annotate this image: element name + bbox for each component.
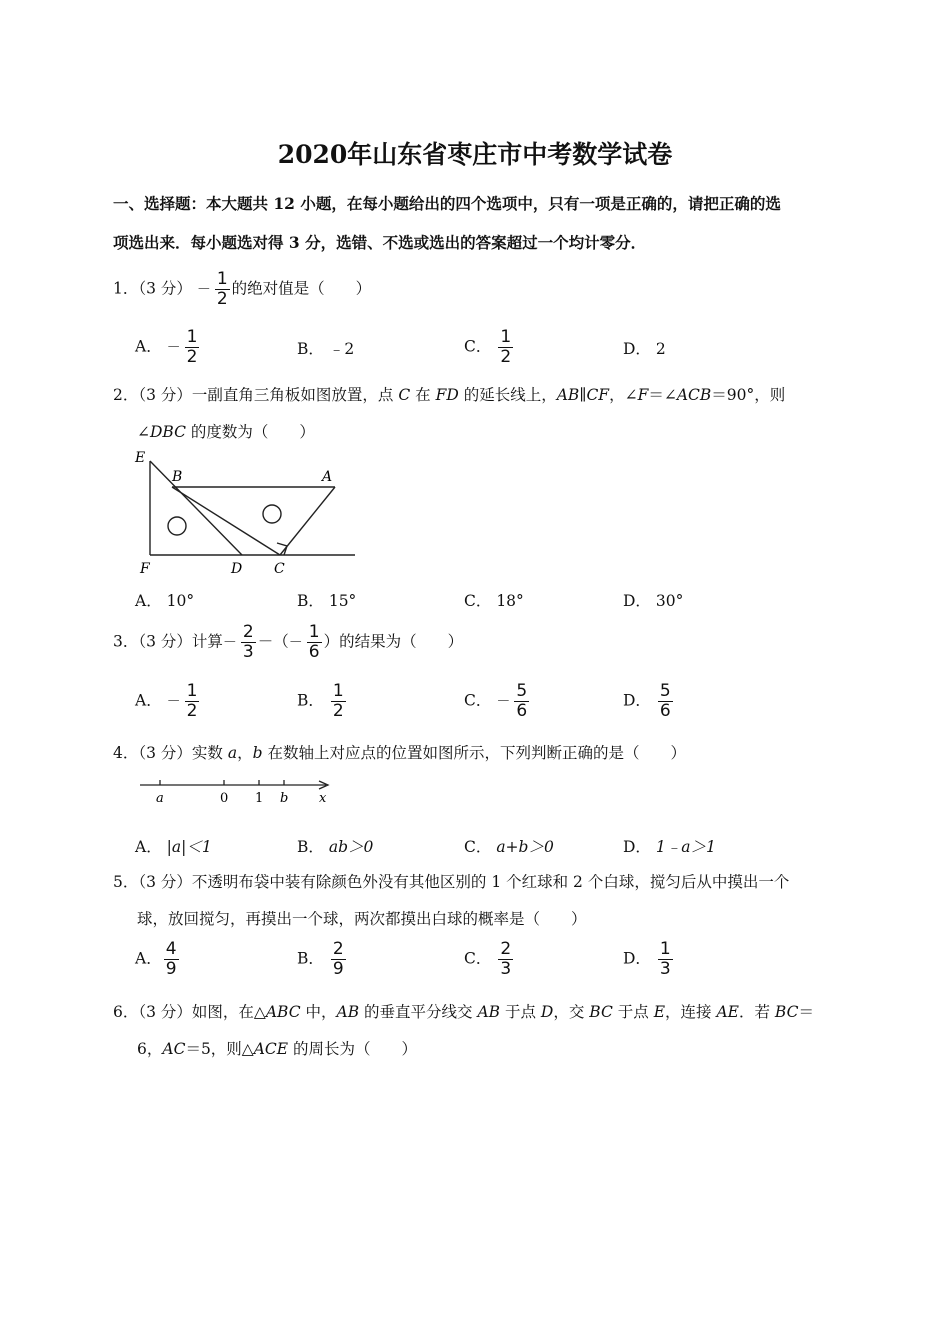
page-title: 2020年山东省枣庄市中考数学试卷 <box>277 140 673 169</box>
question-2-line1: 2．（3 分）一副直角三角板如图放置，点 C 在 FD 的延长线上，AB∥CF，∠F＝∠ACB＝90°，则 <box>113 386 786 404</box>
question-6-line1: 6．（3 分）如图，在△ABC 中，AB 的垂直平分线交 AB 于点 D，交 BC 于点 E，连接 AE．若 BC＝ <box>113 1003 814 1021</box>
fraction: $\frac{1}{2}$ <box>216 269 228 309</box>
q2-option-d[interactable]: D． 30° <box>623 592 684 610</box>
axis-label-x: x <box>319 791 327 806</box>
q1-option-a[interactable]: A． － $\frac{1}{2}$ <box>135 327 198 367</box>
question-5-line2: 球，放回搅匀，再摸出一个球，两次都摸出白球的概率是（ ） <box>137 910 587 928</box>
q4-option-b[interactable]: B． ab＞0 <box>297 838 374 856</box>
tick-label-b: b <box>280 791 289 806</box>
q4-option-a[interactable]: A． |a|＜1 <box>135 838 212 856</box>
q2-option-b[interactable]: B． 15° <box>297 592 357 610</box>
q1-option-c[interactable]: C． $\frac{1}{2}$ <box>464 327 512 367</box>
q3-option-c[interactable]: C． － $\frac{5}{6}$ <box>464 681 528 721</box>
q1-option-d[interactable]: D． 2 <box>623 340 666 358</box>
q2-option-a[interactable]: A． 10° <box>135 592 195 610</box>
q4-option-d[interactable]: D． 1﹣a＞1 <box>623 838 716 856</box>
q2-option-c[interactable]: C． 18° <box>464 592 524 610</box>
label-f: F <box>140 561 150 577</box>
q4-option-c[interactable]: C． a+b＞0 <box>464 838 554 856</box>
label-d: D <box>231 561 243 577</box>
q3-option-a[interactable]: A． － $\frac{1}{2}$ <box>135 681 198 721</box>
section-instructions-line1: 一、选择题：本大题共 12 小题，在每小题给出的四个选项中，只有一项是正确的，请把正确的选 <box>113 194 781 213</box>
question-1: 1．（3 分） － $\frac{1}{2}$ 的绝对值是（ ） <box>113 269 372 309</box>
question-4: 4．（3 分）实数 a，b 在数轴上对应点的位置如图所示，下列判断正确的是（ ） <box>113 744 686 762</box>
q5-option-b[interactable]: B． $\frac{2}{9}$ <box>297 939 344 979</box>
q3-option-b[interactable]: B． $\frac{1}{2}$ <box>297 681 344 721</box>
number-line-figure <box>138 775 338 809</box>
tick-label-a: a <box>156 791 164 806</box>
tick-label-1: 1 <box>255 791 264 806</box>
tick-label-0: 0 <box>220 791 229 806</box>
label-c: C <box>274 561 285 577</box>
question-2-line2: ∠DBC 的度数为（ ） <box>137 423 315 441</box>
question-3: 3．（3 分）计算－ $\frac{2}{3}$ －（－ $\frac{1}{6}$ ）的结果为（ ） <box>113 622 464 662</box>
q5-option-c[interactable]: C． $\frac{2}{3}$ <box>464 939 512 979</box>
section-instructions-line2: 项选出来．每小题选对得 3 分，选错、不选或选出的答案超过一个均计零分． <box>113 233 647 252</box>
label-a: A <box>322 469 333 485</box>
question-5-line1: 5．（3 分）不透明布袋中装有除颜色外没有其他区别的 1 个红球和 2 个白球，搅匀后从中摸出一个 <box>113 873 790 891</box>
q1-option-b[interactable]: B． ﹣2 <box>297 340 355 358</box>
q5-option-d[interactable]: D． $\frac{1}{3}$ <box>623 939 671 979</box>
label-b: B <box>172 469 183 485</box>
q3-option-d[interactable]: D． $\frac{5}{6}$ <box>623 681 671 721</box>
q5-option-a[interactable]: A． $\frac{4}{9}$ <box>135 939 177 979</box>
question-6-line2: 6，AC＝5，则△ACE 的周长为（ ） <box>137 1040 418 1058</box>
label-e: E <box>135 450 146 466</box>
triangle-set-figure <box>130 447 360 577</box>
